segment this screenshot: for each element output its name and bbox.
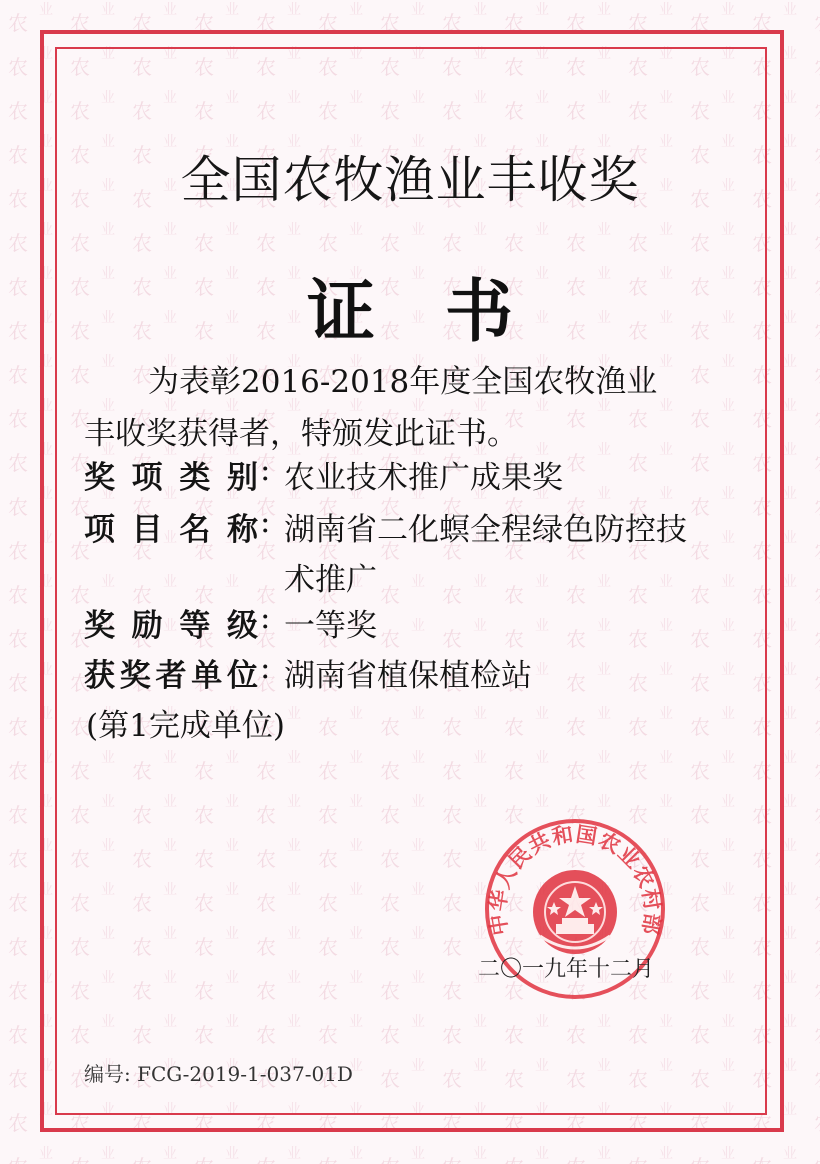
issue-date: 二〇一九年十二月 (478, 957, 655, 982)
field-colon: : (260, 650, 271, 686)
field-label: 奖项类别 (84, 460, 258, 496)
unit-rank-note: (第1完成单位) (86, 708, 285, 744)
certificate-subtitle: 证书 (306, 272, 583, 352)
field-value: 湖南省植保植检站 (284, 658, 532, 694)
national-emblem-icon (533, 870, 617, 954)
intro-line-2: 丰收奖获得者，特颁发此证书。 (84, 416, 518, 452)
field-label: 奖励等级 (84, 608, 258, 644)
certificate-title: 全国农牧渔业丰收奖 (180, 151, 640, 209)
field-colon: : (260, 452, 271, 488)
field-project-name-continued: 术推广 (284, 562, 377, 598)
field-colon: : (260, 600, 271, 636)
seal-text: 中华人民共和国农业农村部 (485, 822, 665, 938)
field-value: 农业技术推广成果奖 (284, 460, 563, 496)
field-colon: : (260, 504, 271, 540)
field-value: 一等奖 (284, 608, 377, 644)
certificate-serial-number: 编号: FCG-2019-1-037-01D (84, 1062, 353, 1086)
field-label: 获奖者单位 (84, 658, 258, 694)
intro-line-1: 为表彰2016-2018年度全国农牧渔业 (148, 364, 658, 400)
field-value: 湖南省二化螟全程绿色防控技 (284, 512, 687, 548)
field-label: 项目名称 (84, 512, 258, 548)
